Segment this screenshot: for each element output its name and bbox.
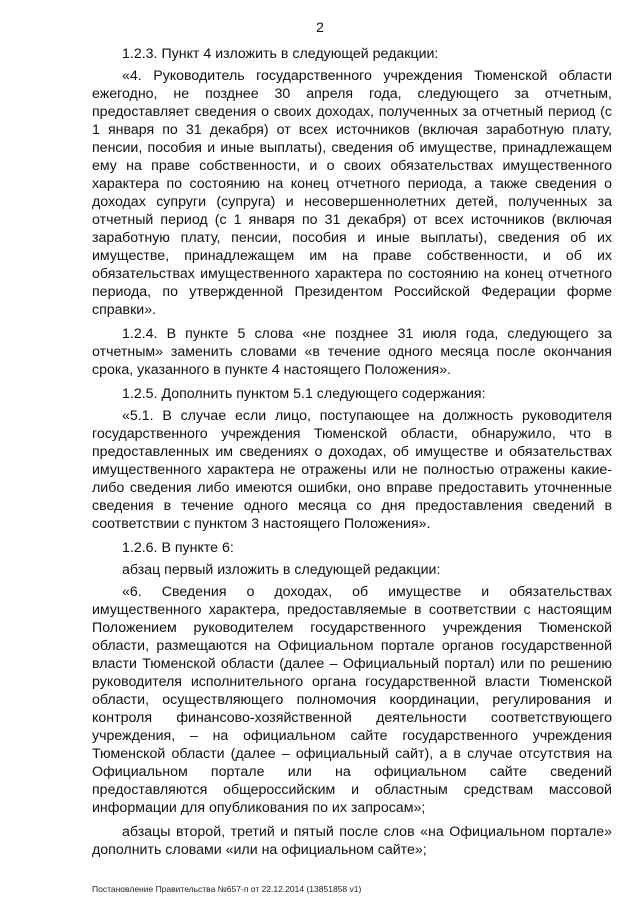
document-body — [92, 45, 612, 865]
clause-5-1-text: «5.1. В случае если лицо, поступающее на должность руководителя государственного учреждения Тюменской области, обнаружило, что в предоставленных им сведениях о доходах, об имуществе и обязательствах имущественного характера не отражены или не полностью отражены какие-либо сведения либо имеются ошибки, оно вправе предоставить уточненные сведения в течение одного месяца со дня предоставления сведений в соответствии с пунктом 3 настоящего Положения». — [92, 408, 612, 532]
clause-6-text: «6. Сведения о доходах, об имуществе и обязательствах имущественного характера, предоставляемые в соответствии с настоящим Положением руководителем государственного учреждения Тюменской области, размещаются на Официальном портале органов государственной власти Тюменской области (далее – Официальный портал) или по решению руководителя исполнительного органа государственной власти Тюменской области, осуществляющего полномочия координации, регулирования и контроля финансово-хозяйственной деятельности соответствующего учреждения, – на официальном сайте государственного учреждения Тюменской области (далее – официальный сайт), а в случае отсутствия на Официальном портале или на официальном сайте сведений предоставляются общероссийским и областным средствам массовой информации для опубликования по их запросам»; — [92, 584, 612, 816]
document-footer: Постановление Правительства №657-п от 22.12.2014 (13851858 v1) — [92, 884, 362, 894]
clause-1-2-3-heading: 1.2.3. Пункт 4 изложить в следующей редакции: — [122, 46, 439, 62]
paragraphs-amendment-text: абзацы второй, третий и пятый после слов «на Официальном портале» дополнить словами «или на официальном сайте»; — [92, 824, 612, 858]
page-number: 2 — [316, 19, 324, 35]
clause-4-text: «4. Руководитель государственного учреждения Тюменской области ежегодно, не позднее 30 апреля года, следующего за отчетным, предоставляет сведения о своих доходах, полученных за отчетный период (с 1 января по 31 декабря) от всех источников (включая заработную плату, пенсии, пособия и иные выплаты), сведения об имуществе, принадлежащем ему на праве собственности, и о своих обязательствах имущественного характера по состоянию на конец отчетного периода, а также сведения о доходах супруги (супруга) и несовершеннолетних детей, полученных за отчетный период (с 1 января по 31 декабря) от всех источников (включая заработную плату, пенсии, пособия и иные выплаты), сведения об их имуществе, принадлежащем им на праве собственности, и об их обязательствах имущественного характера по состоянию на конец отчетного периода, по утвержденной Президентом Российской Федерации форме справки». — [92, 68, 612, 318]
clause-1-2-5-heading: 1.2.5. Дополнить пунктом 5.1 следующего содержания: — [122, 386, 486, 402]
clause-1-2-6-heading: 1.2.6. В пункте 6: — [122, 540, 234, 556]
clause-1-2-4-text: 1.2.4. В пункте 5 слова «не позднее 31 июля года, следующего за отчетным» заменить словами «в течение одного месяца после окончания срока, указанного в пункте 4 настоящего Положения». — [92, 326, 612, 378]
paragraph-first-instruction: абзац первый изложить в следующей редакции: — [122, 562, 441, 578]
